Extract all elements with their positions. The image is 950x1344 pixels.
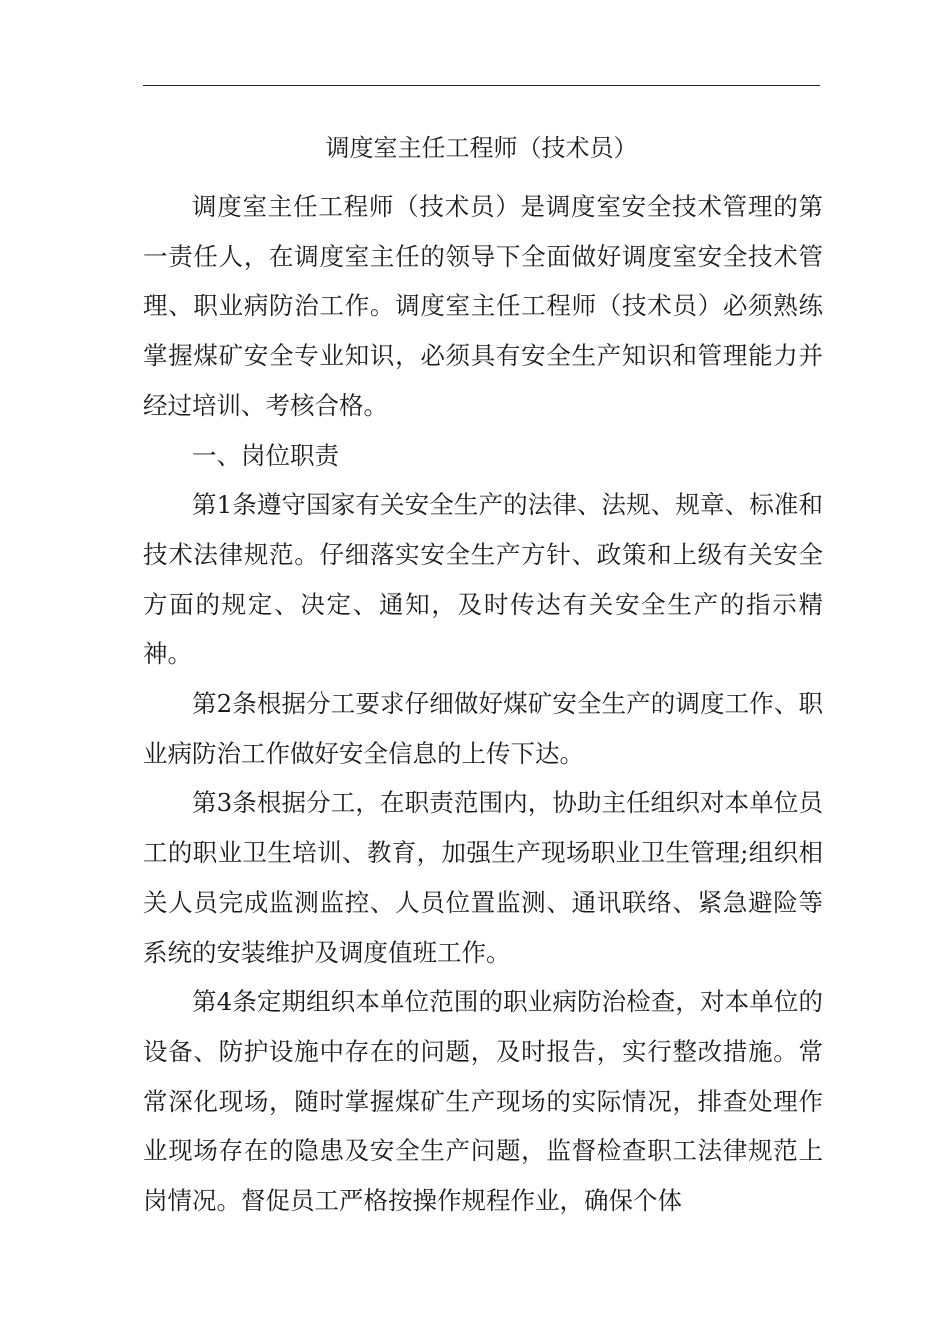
section-heading-duties: 一、岗位职责	[192, 440, 339, 470]
document-title: 调度室主任工程师（技术员）	[325, 134, 638, 162]
intro-paragraph: 调度室主任工程师（技术员）是调度室安全技术管理的第一责任人，在调度室主任的领导下全面做好调度室安全技术管理、职业病防治工作。调度室主任工程师（技术员）必须熟练掌握煤矿安全专业知识，必须具有安全生产知识和管理能力并经过培训、考核合格。	[143, 192, 823, 420]
article-4-paragraph: 第4条定期组织本单位范围的职业病防治检查，对本单位的设备、防护设施中存在的问题，及时报告，实行整改措施。常常深化现场，随时掌握煤矿生产现场的实际情况，排查处理作业现场存在的隐患及安全生产问题，监督检查职工法律规范上岗情况。督促员工严格按操作规程作业，确保个体	[143, 987, 823, 1216]
article-3-paragraph: 第3条根据分工，在职责范围内，协助主任组织对本单位员工的职业卫生培训、教育，加强生产现场职业卫生管理;组织相关人员完成监测监控、人员位置监测、通讯联络、紧急避险等系统的安装维护及调度值班工作。	[143, 788, 823, 967]
article-2-paragraph: 第2条根据分工要求仔细做好煤矿安全生产的调度工作、职业病防治工作做好安全信息的上传下达。	[143, 689, 823, 768]
article-1-paragraph: 第1条遵守国家有关安全生产的法律、法规、规章、标准和技术法律规范。仔细落实安全生产方针、政策和上级有关安全方面的规定、决定、通知，及时传达有关安全生产的指示精神。	[143, 490, 823, 669]
header-rule	[143, 85, 820, 86]
document-body	[143, 182, 823, 1226]
